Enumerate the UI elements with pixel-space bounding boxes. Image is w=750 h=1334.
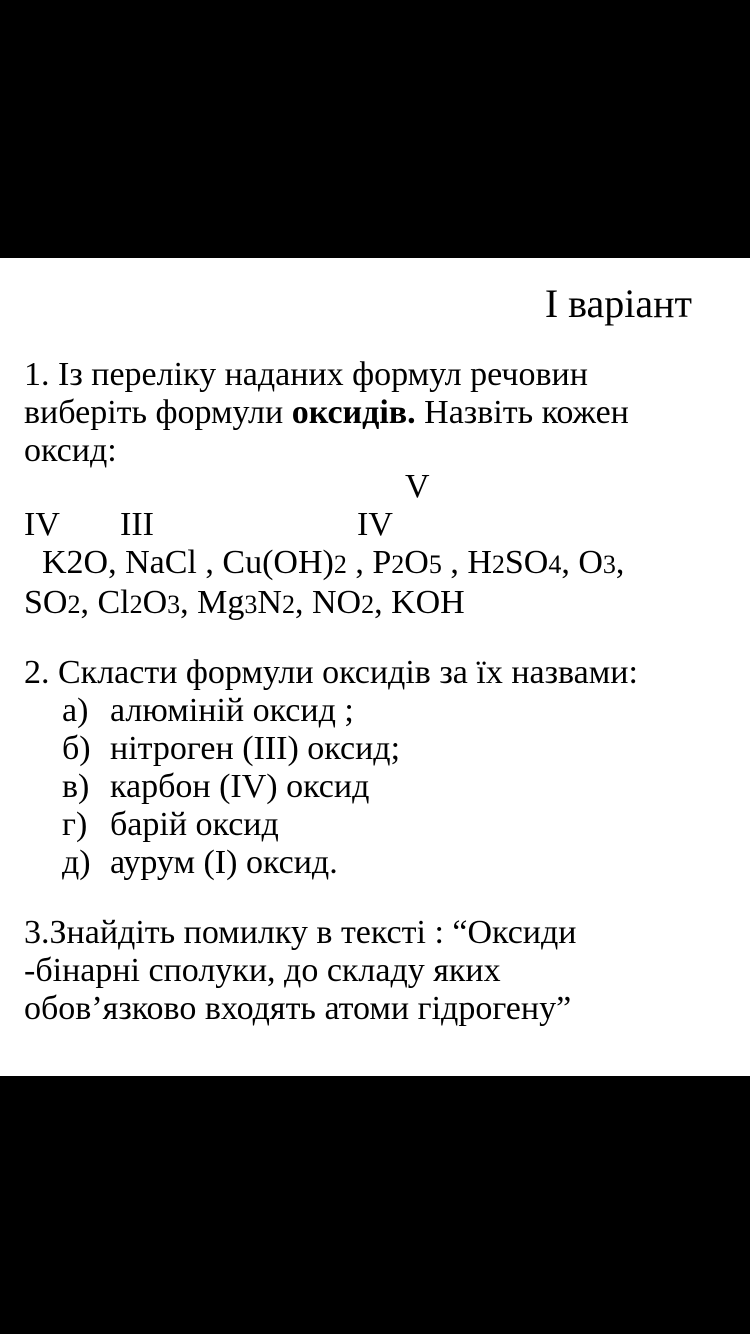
formula-text: O xyxy=(578,544,603,581)
formula-text: SO xyxy=(504,544,549,581)
formula-line-2 xyxy=(24,584,624,624)
question-1-line-1: 1. Із переліку наданих формул речовин xyxy=(24,356,588,393)
formula-text: , xyxy=(294,584,312,621)
formula-text: , xyxy=(615,544,625,581)
item-text: нітроген (ІІІ) оксид; xyxy=(110,730,401,767)
question-2-item xyxy=(62,844,400,882)
item-marker: в) xyxy=(62,768,90,805)
question-2-list xyxy=(62,692,400,882)
item-text: барій оксид xyxy=(110,806,279,843)
valence-iv-2: IV xyxy=(357,506,393,543)
formula-text: K2O, xyxy=(42,544,126,581)
question-1-bold: оксидів. xyxy=(291,394,416,431)
question-1 xyxy=(24,356,629,470)
formula-index: 2 xyxy=(391,550,405,579)
formula-index: 3 xyxy=(602,550,616,579)
formula-text: H xyxy=(467,544,492,581)
formula-text: , xyxy=(374,584,392,621)
formula-text: O xyxy=(404,544,429,581)
formula-text: NO xyxy=(311,584,362,621)
question-2-item xyxy=(62,768,400,806)
question-1-text-end: Назвіть кожен xyxy=(415,394,629,431)
formula-text: Mg xyxy=(197,584,245,621)
formula-index: 2 xyxy=(333,550,347,579)
item-marker: б) xyxy=(62,730,91,767)
formula-text: Cl xyxy=(97,584,130,621)
formula-index: 5 xyxy=(428,550,442,579)
question-2-item xyxy=(62,730,400,768)
worksheet-page xyxy=(0,258,750,1076)
formula-text: , xyxy=(80,584,98,621)
formula-line-1 xyxy=(24,544,624,584)
question-1-text: виберіть формули xyxy=(24,394,292,431)
formula-text: O xyxy=(142,584,168,621)
question-2-heading: 2. Скласти формули оксидів за їх назвами: xyxy=(24,654,638,691)
formula-text: , xyxy=(561,544,579,581)
item-marker: а) xyxy=(62,692,89,729)
formula-text: , xyxy=(346,544,373,581)
formula-text: , xyxy=(441,544,468,581)
question-1-line-2 xyxy=(24,394,629,432)
valence-iii: III xyxy=(120,506,154,543)
variant-title: I варіант xyxy=(544,281,692,326)
formula-list xyxy=(24,544,624,624)
formula-index: 4 xyxy=(548,550,562,579)
question-3-line-2: -бінарні сполуки, до складу яких xyxy=(24,952,501,989)
item-marker: г) xyxy=(62,806,88,843)
question-2-item xyxy=(62,806,400,844)
formula-index: 3 xyxy=(244,590,258,619)
formula-index: 2 xyxy=(67,590,81,619)
formula-text: SO xyxy=(24,584,68,621)
formula-text: , xyxy=(180,584,198,621)
question-1-line-3: оксид: xyxy=(24,432,117,469)
valence-iv-1: IV xyxy=(24,506,60,543)
formula-text: NaCl , xyxy=(125,544,223,581)
item-text: карбон (IV) оксид xyxy=(110,768,370,805)
formula-index: 2 xyxy=(361,590,375,619)
formula-text: Cu(OH) xyxy=(222,544,334,581)
item-marker: д) xyxy=(62,844,91,881)
formula-text: P xyxy=(372,544,392,581)
formula-index: 2 xyxy=(129,590,143,619)
formula-text: N xyxy=(257,584,282,621)
question-3 xyxy=(24,914,577,1028)
item-text: алюміній оксид ; xyxy=(110,692,354,729)
question-3-line-1: 3.Знайдіть помилку в тексті : “Оксиди xyxy=(24,914,577,951)
formula-index: 3 xyxy=(167,590,181,619)
question-3-line-3: обов’язково входять атоми гідрогену” xyxy=(24,990,572,1027)
item-text: аурум (І) оксид. xyxy=(110,844,338,881)
valence-v: V xyxy=(405,468,430,505)
question-2-item xyxy=(62,692,400,730)
formula-index: 2 xyxy=(491,550,505,579)
formula-index: 2 xyxy=(281,590,295,619)
formula-text: KOH xyxy=(391,584,465,621)
